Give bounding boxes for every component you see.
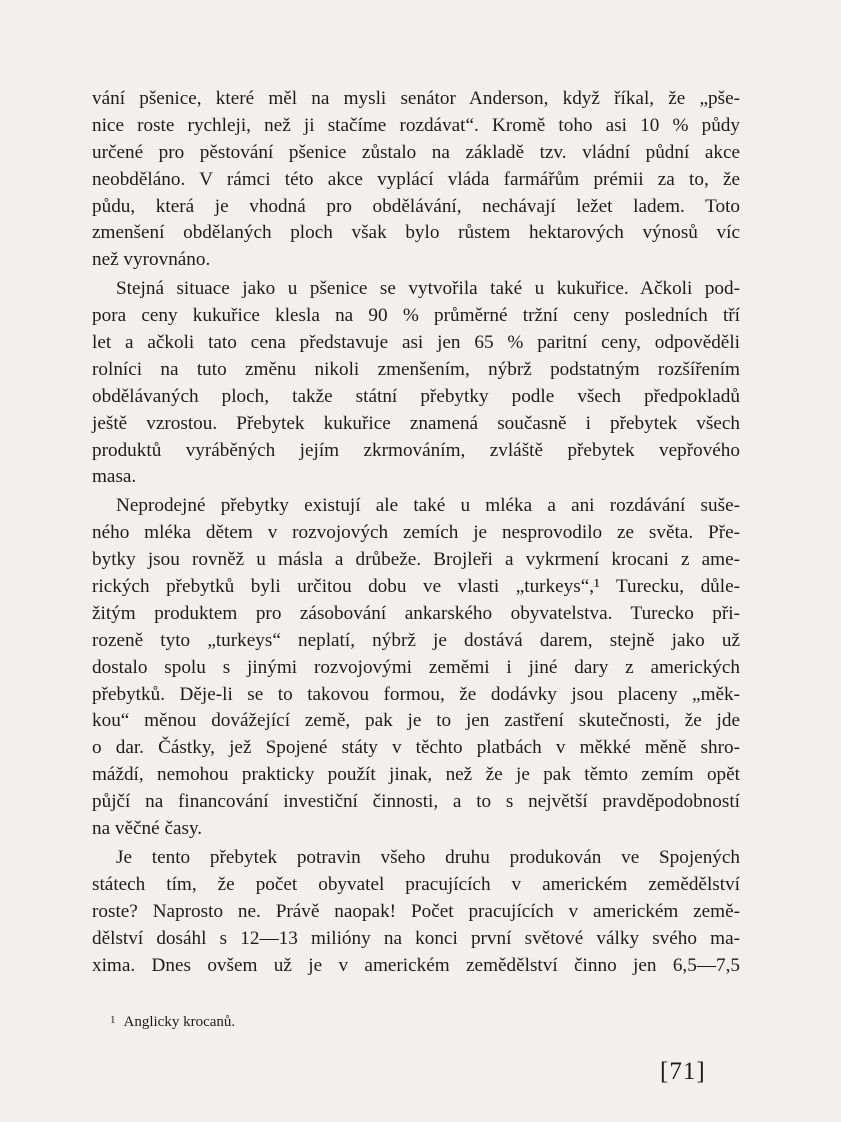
text-line: roste? Naprosto ne. Právě naopak! Počet pracujících v americkém země- — [92, 900, 740, 922]
page-number: [71] — [660, 1058, 706, 1085]
text-line: dělství dosáhl s 12—13 milióny na konci první světové války svého ma- — [92, 927, 740, 949]
text-line: pora ceny kukuřice klesla na 90 % průměrné tržní ceny posledních tří — [92, 305, 740, 327]
text-line: o dar. Částky, jež Spojené státy v těchto platbách v měkké měně shro- — [92, 737, 740, 759]
text-line: státech tím, že počet obyvatel pracujících v americkém zemědělství — [92, 873, 740, 895]
text-line: bytky jsou rovněž u másla a drůbeže. Brojleři a vykrmení krocani z ame- — [92, 549, 740, 571]
text-line: obdělávaných ploch, takže státní přebytky podle všech předpokladů — [92, 385, 740, 407]
paragraph — [92, 493, 740, 843]
text-line: rických přebytků byli určitou dobu ve vlasti „turkeys“,¹ Turecku, důle- — [92, 576, 740, 598]
text-line: půjčí na financování investiční činnosti, a to s největší pravděpodobností — [92, 791, 740, 813]
footnote-text: Anglicky krocanů. — [123, 1014, 236, 1030]
text-line: dostalo spolu s jinými rozvojovými zeměmi i jiné dary z amerických — [92, 656, 740, 678]
text-line: kou“ měnou dovážející země, pak je to jen zastření skutečnosti, že jde — [92, 710, 740, 732]
text-line: Neprodejné přebytky existují ale také u mléka a ani rozdávání suše- — [116, 495, 740, 517]
text-line: rolníci na tuto změnu nikoli zmenšením, nýbrž podstatným rozšířením — [92, 358, 740, 380]
text-line: Stejná situace jako u pšenice se vytvořila také u kukuřice. Ačkoli pod- — [116, 278, 740, 300]
paragraph — [92, 86, 740, 274]
text-line: ještě vzrostou. Přebytek kukuřice znamená současně i přebytek všech — [92, 412, 740, 434]
text-line: zmenšení obdělaných ploch však bylo růstem hektarových výnosů víc — [92, 222, 740, 244]
text-line: máždí, nemohou prakticky použít jinak, než že je pak těmto zemím opět — [92, 764, 740, 786]
footnote-number: 1 — [110, 1014, 116, 1026]
text-line: let a ačkoli tato cena představuje asi jen 65 % paritní ceny, odpověděli — [92, 332, 740, 354]
footnote — [110, 1014, 235, 1031]
text-line: ného mléka dětem v rozvojových zemích je nesprovodilo ze světa. Pře- — [92, 522, 740, 544]
paragraph — [92, 845, 740, 979]
text-line: Je tento přebytek potravin všeho druhu produkován ve Spojených — [116, 846, 740, 868]
text-line: masa. — [92, 466, 137, 488]
text-line: než vyrovnáno. — [92, 249, 211, 271]
body-text — [92, 86, 740, 979]
text-line: produktů vyráběných jejím zkrmováním, zvláště přebytek vepřového — [92, 439, 740, 461]
text-line: půdu, která je vhodná pro obdělávání, nechávají ležet ladem. Toto — [92, 195, 740, 217]
text-line: neobděláno. V rámci této akce vyplácí vláda farmářům prémii za to, že — [92, 168, 740, 190]
text-line: vání pšenice, které měl na mysli senátor Anderson, když říkal, že „pše- — [92, 88, 740, 109]
paragraph — [92, 276, 740, 491]
text-line: na věčné časy. — [92, 818, 203, 840]
text-line: přebytků. Děje-li se to takovou formou, že dodávky jsou placeny „měk- — [92, 683, 740, 705]
text-line: určené pro pěstování pšenice zůstalo na základě tzv. vládní půdní akce — [92, 141, 740, 163]
text-line: žitým produktem pro zásobování ankarského obyvatelstva. Turecko při- — [92, 602, 740, 624]
text-line: rozeně tyto „turkeys“ neplatí, nýbrž je dostává darem, stejně jako už — [92, 629, 740, 651]
text-line: xima. Dnes ovšem už je v americkém zemědělství činno jen 6,5—7,5 — [92, 954, 740, 976]
text-line: nice roste rychleji, než ji stačíme rozdávat“. Kromě toho asi 10 % půdy — [92, 114, 740, 136]
